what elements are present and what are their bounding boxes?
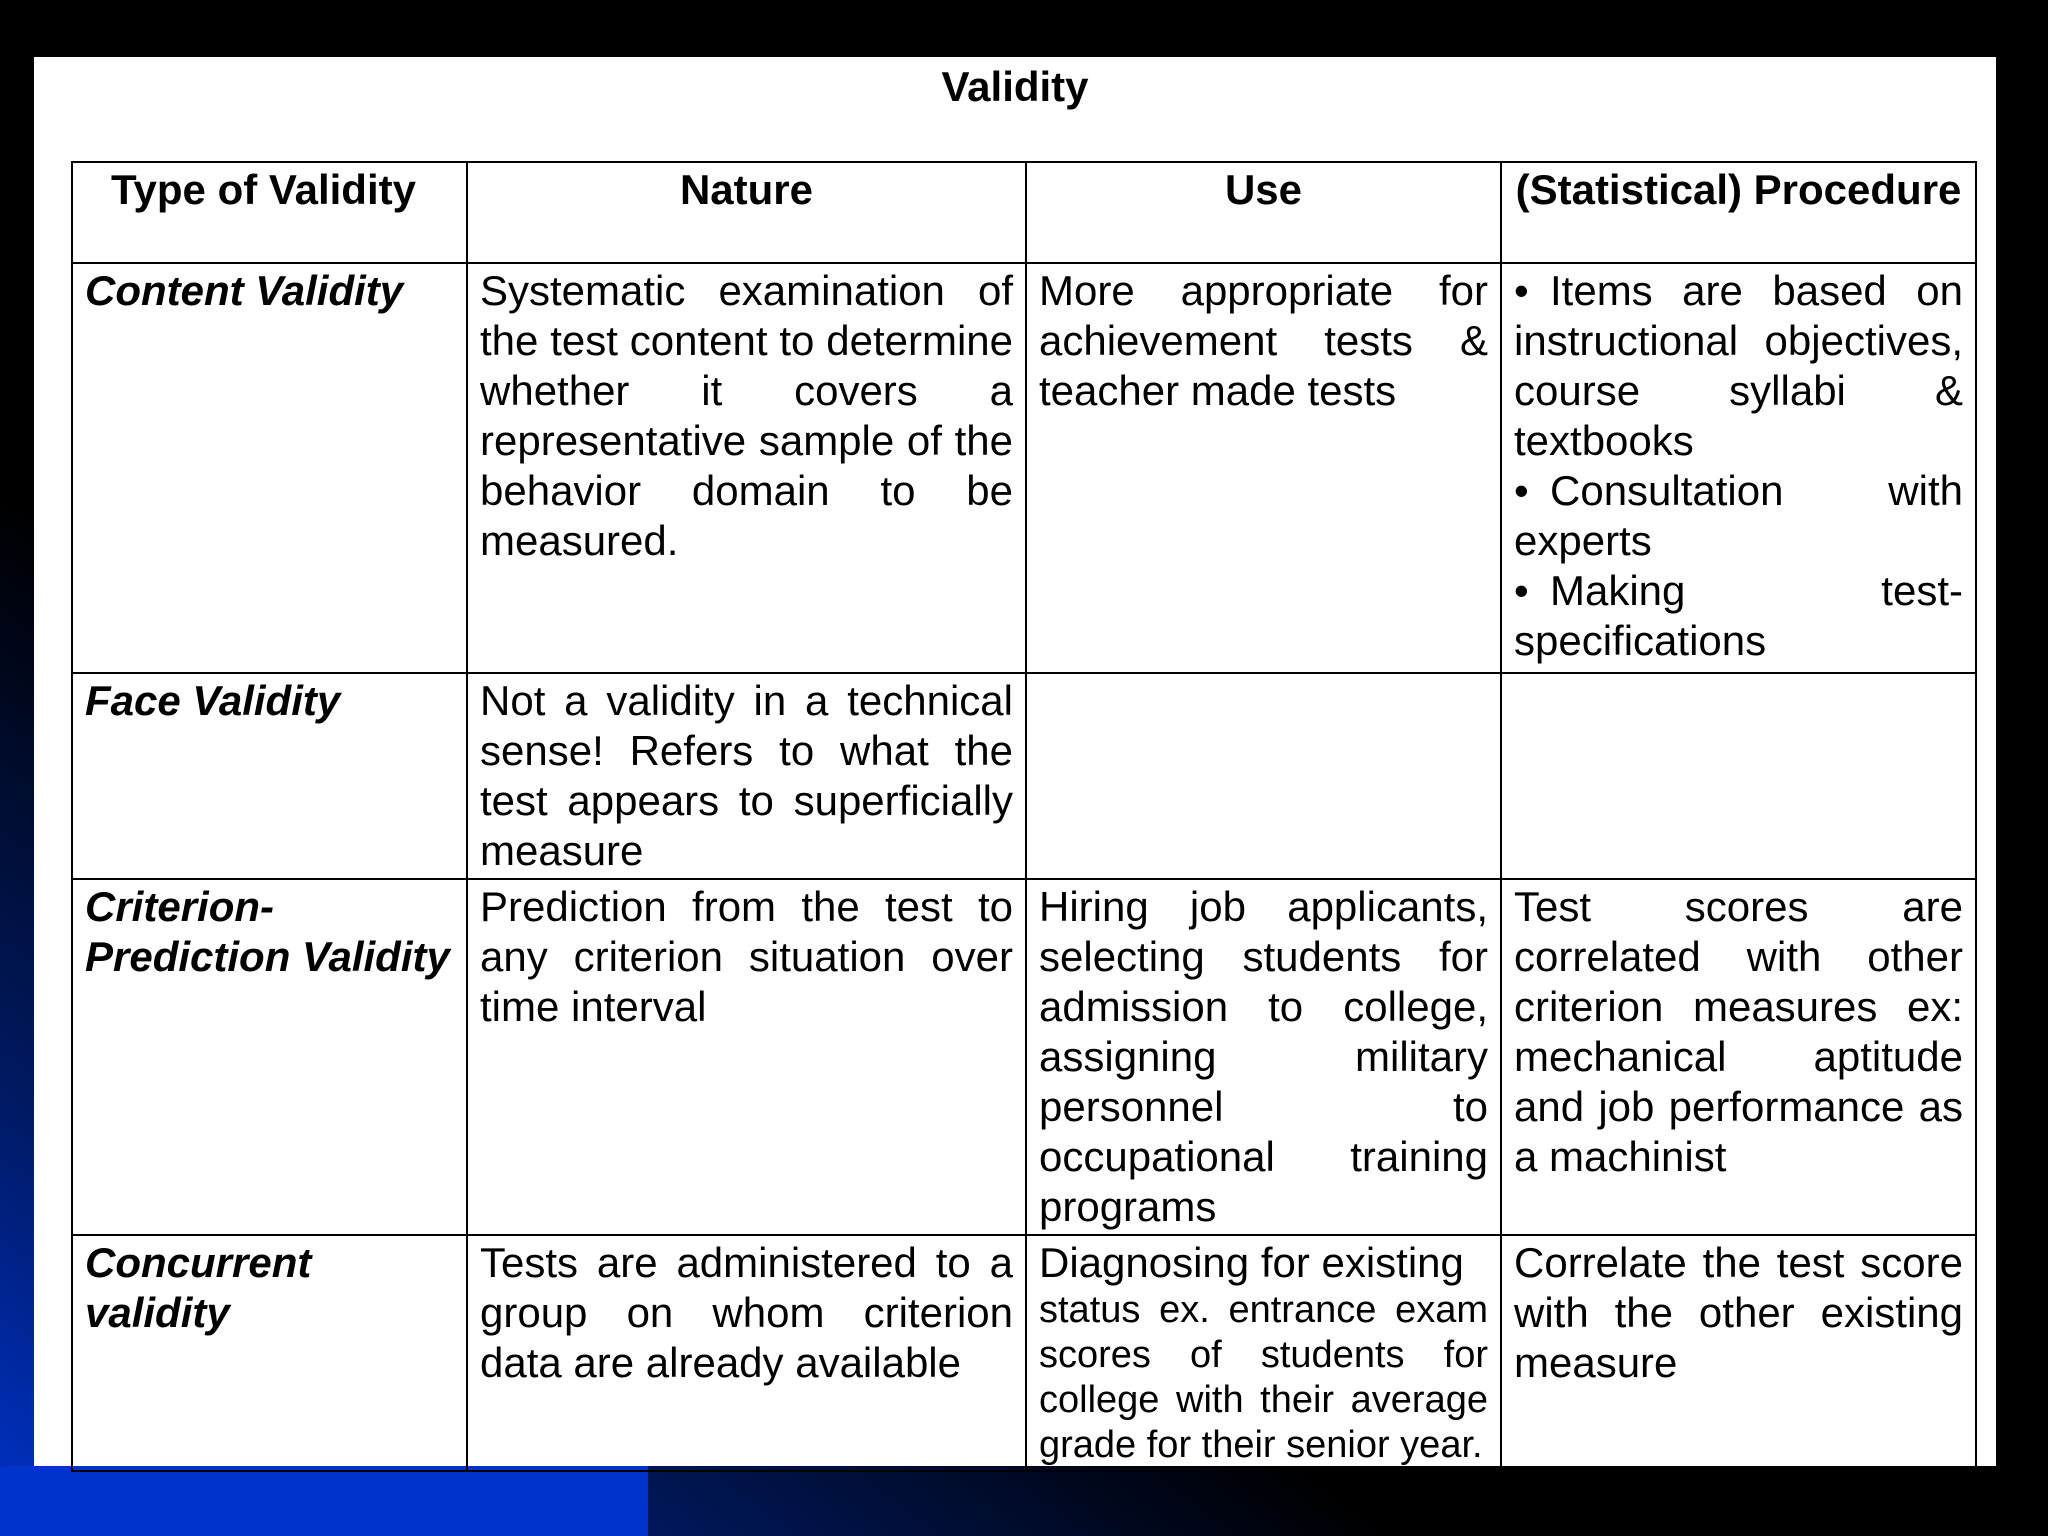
cell-type: Content Validity bbox=[72, 263, 467, 673]
use-line: Diagnosing for existing bbox=[1039, 1239, 1464, 1286]
bullet-icon: • bbox=[1514, 467, 1529, 514]
cell-use: More appropriate for achievement tests & teacher made tests bbox=[1026, 263, 1501, 673]
header-procedure: (Statistical) Procedure bbox=[1501, 162, 1976, 263]
cell-nature: Not a validity in a technical sense! Refers to what the test appears to superficially measure bbox=[467, 673, 1026, 879]
bullet-icon: • bbox=[1514, 267, 1529, 314]
table-row bbox=[72, 1235, 1976, 1471]
list-item: • Items are based on instructional objectives, course syllabi & textbooks bbox=[1514, 267, 1963, 464]
use-detail: status ex. entrance exam scores of students for college with their average grade for their senior year. bbox=[1039, 1289, 1488, 1466]
header-use: Use bbox=[1026, 162, 1501, 263]
header-type: Type of Validity bbox=[72, 162, 467, 263]
procedure-list bbox=[1514, 266, 1963, 666]
cell-procedure: Correlate the test score with the other existing measure bbox=[1501, 1235, 1976, 1471]
list-item: • Consultation with experts bbox=[1514, 467, 1963, 564]
cell-use: Hiring job applicants, selecting students for admission to college, assigning military personnel to occupational training programs bbox=[1026, 879, 1501, 1235]
cell-procedure bbox=[1501, 263, 1976, 673]
header-nature: Nature bbox=[467, 162, 1026, 263]
table-row bbox=[72, 879, 1976, 1235]
cell-nature: Tests are administered to a group on whom criterion data are already available bbox=[467, 1235, 1026, 1471]
cell-use bbox=[1026, 673, 1501, 879]
cell-nature: Systematic examination of the test content to determine whether it covers a representative sample of the behavior domain to be measured. bbox=[467, 263, 1026, 673]
cell-procedure: Test scores are correlated with other criterion measures ex: mechanical aptitude and job performance as a machinist bbox=[1501, 879, 1976, 1235]
cell-type: Face Validity bbox=[72, 673, 467, 879]
table-row bbox=[72, 673, 1976, 879]
cell-type: Concurrent validity bbox=[72, 1235, 467, 1471]
table-row bbox=[72, 263, 1976, 673]
cell-use bbox=[1026, 1235, 1501, 1471]
bullet-icon: • bbox=[1514, 567, 1529, 614]
cell-procedure bbox=[1501, 673, 1976, 879]
cell-nature: Prediction from the test to any criterion situation over time interval bbox=[467, 879, 1026, 1235]
slide bbox=[34, 57, 1996, 1466]
background-accent-bar bbox=[0, 1466, 648, 1536]
list-item: • Making test-specifications bbox=[1514, 567, 1963, 664]
cell-type: Criterion-Prediction Validity bbox=[72, 879, 467, 1235]
slide-title: Validity bbox=[941, 63, 1089, 110]
validity-table bbox=[71, 161, 1977, 1472]
table-header-row bbox=[72, 162, 1976, 263]
